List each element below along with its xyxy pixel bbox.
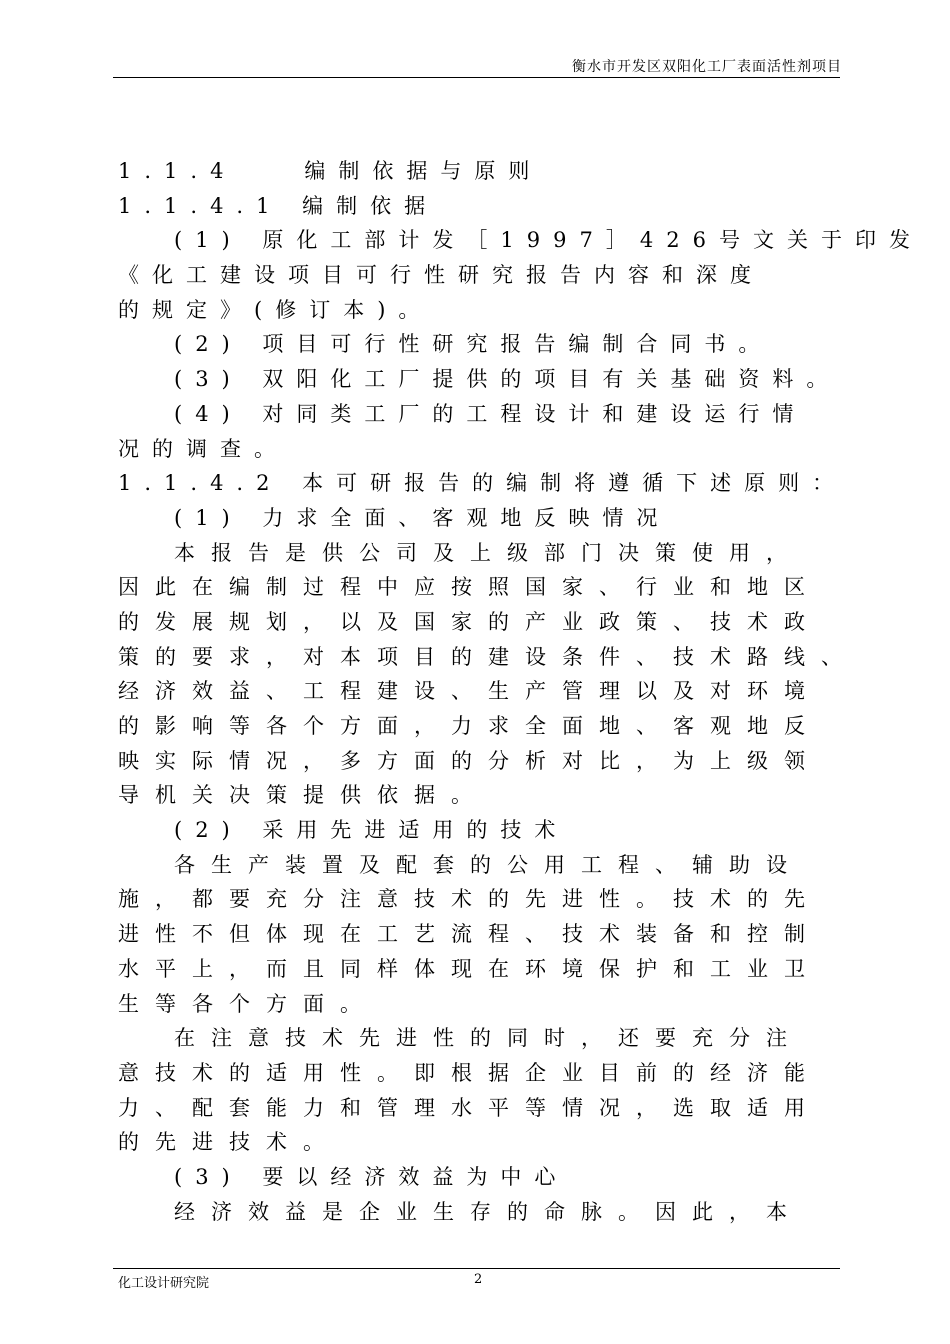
paragraph-line: 本报告是供公司及上级部门决策使用， xyxy=(174,540,803,565)
paragraph-line: 各生产装置及配套的公用工程、辅助设 xyxy=(174,852,803,877)
subsection-heading-1-1-4-2: 1.1.4.2 本可研报告的编制将遵循下述原则： xyxy=(118,471,847,496)
paragraph-line: (3) 双阳化工厂提供的项目有关基础资料。 xyxy=(174,367,841,392)
paragraph-line: 的影响等各个方面，力求全面地、客观地反 xyxy=(118,714,821,738)
paragraph-line: 进性不但体现在工艺流程、技术装备和控制 xyxy=(118,922,821,947)
paragraph-line: (4) 对同类工厂的工程设计和建设运行情 xyxy=(174,401,807,426)
paragraph-line: 的先进技术。 xyxy=(118,1130,340,1155)
paragraph-line: (2) 项目可行性研究报告编制合同书。 xyxy=(174,332,773,357)
paragraph-line: 《化工建设项目可行性研究报告内容和深度 xyxy=(118,263,764,288)
running-header: 衡水市开发区双阳化工厂表面活性剂项目 xyxy=(572,59,842,75)
paragraph-line: 映实际情况，多方面的分析对比，为上级领 xyxy=(118,748,821,773)
footer-rule xyxy=(113,1268,840,1269)
paragraph-line: 导机关决策提供依据。 xyxy=(118,783,488,808)
paragraph-line: 在注意技术先进性的同时，还要充分注 xyxy=(174,1026,803,1051)
principle-heading-1: (1) 力求全面、客观地反映情况 xyxy=(174,505,671,530)
paragraph-line: 的规定》(修订本)。 xyxy=(118,297,433,322)
paragraph-line: 经济效益、工程建设、生产管理以及对环境 xyxy=(118,679,821,704)
paragraph-line: 施，都要充分注意技术的先进性。技术的先 xyxy=(118,887,821,912)
paragraph-line: 的发展规划，以及国家的产业政策、技术政 xyxy=(118,609,821,634)
document-body xyxy=(118,154,923,1229)
footer-organization: 化工设计研究院 xyxy=(118,1276,210,1291)
paragraph-line: 生等各个方面。 xyxy=(118,991,377,1016)
paragraph-line: 因此在编制过程中应按照国家、行业和地区 xyxy=(118,575,821,600)
principle-heading-3: (3) 要以经济效益为中心 xyxy=(174,1164,569,1189)
paragraph-line: 力、配套能力和管理水平等情况，选取适用 xyxy=(118,1095,821,1120)
header-rule xyxy=(113,77,840,78)
paragraph-line: 意技术的适用性。即根据企业目前的经济能 xyxy=(118,1060,821,1085)
page-number: 2 xyxy=(474,1272,483,1287)
paragraph-line: (1) 原化工部计发［1997］426号文关于印发 xyxy=(174,228,923,253)
paragraph-line: 况的调查。 xyxy=(118,436,288,461)
section-heading-1-1-4: 1.1.4 编制依据与原则 xyxy=(118,159,543,183)
principle-heading-2: (2) 采用先进适用的技术 xyxy=(174,818,569,843)
paragraph-line: 经济效益是企业生存的命脉。因此，本 xyxy=(174,1199,803,1224)
paragraph-line: 水平上，而且同样体现在环境保护和工业卫 xyxy=(118,956,821,981)
paragraph-line: 策的要求，对本项目的建设条件、技术路线、 xyxy=(118,644,858,669)
subsection-heading-1-1-4-1: 1.1.4.1 编制依据 xyxy=(118,193,439,218)
